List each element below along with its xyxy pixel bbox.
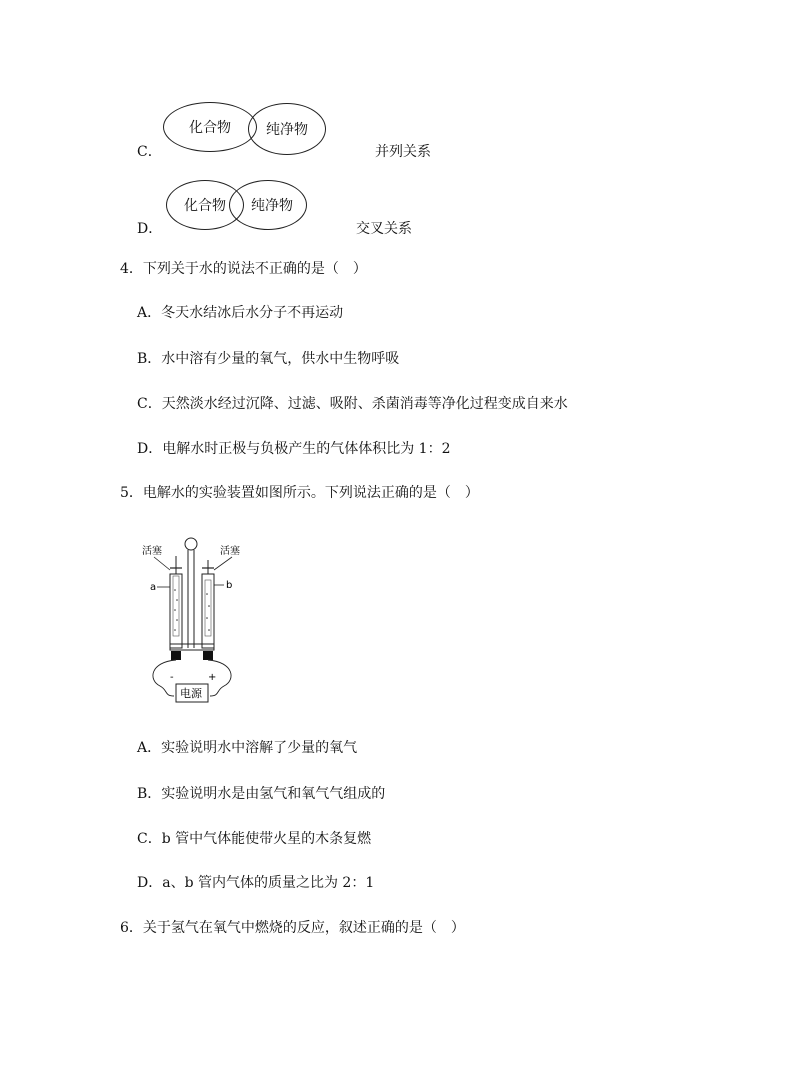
q3-c-ellipse-pure-substance: [248, 103, 326, 155]
q4-option-d: D．电解水时正极与负极产生的气体体积比为 1：2: [137, 441, 451, 457]
q4-option-a: A．冬天水结冰后水分子不再运动: [137, 305, 344, 321]
q4-option-c: C．天然淡水经过沉降、过滤、吸附、杀菌消毒等净化过程变成自来水: [137, 396, 568, 412]
tube-a-label: a: [150, 582, 157, 593]
q5-stem: 5．电解水的实验装置如图所示。下列说法正确的是（ ）: [120, 485, 479, 501]
q5-option-a: A．实验说明水中溶解了少量的氧气: [137, 740, 358, 756]
stopcock-right-label: 活塞: [220, 546, 240, 557]
q5-option-d: D．a、b 管内气体的质量之比为 2：1: [137, 875, 375, 891]
negative-terminal-label: -: [170, 672, 174, 683]
q3-d-pure-substance-label: 纯净物: [251, 198, 293, 214]
power-supply-label: 电源: [180, 687, 202, 700]
q3-d-relation-label: 交叉关系: [356, 221, 412, 237]
q5-option-c: C．b 管中气体能使带火星的木条复燃: [137, 831, 372, 847]
tube-b-label: b: [226, 580, 233, 591]
positive-terminal-label: +: [208, 672, 217, 683]
q4-option-b: B．水中溶有少量的氧气，供水中生物呼吸: [137, 351, 400, 367]
q3-option-d-letter: D．: [137, 221, 163, 237]
q3-c-pure-substance-label: 纯净物: [266, 122, 308, 138]
q3-c-compound-label: 化合物: [189, 120, 231, 136]
q3-c-ellipse-compound: [163, 102, 257, 152]
stopcock-left-label: 活塞: [142, 546, 162, 557]
electrolysis-apparatus-figure: [140, 530, 260, 710]
q3-c-relation-label: 并列关系: [375, 144, 431, 160]
q6-stem: 6．关于氢气在氧气中燃烧的反应，叙述正确的是（ ）: [120, 920, 465, 936]
q5-option-b: B．实验说明水是由氢气和氧气气组成的: [137, 786, 386, 802]
q3-d-ellipse-pure-substance: [229, 180, 307, 230]
q3-d-compound-label: 化合物: [184, 198, 226, 214]
q4-stem: 4．下列关于水的说法不正确的是（ ）: [120, 261, 367, 277]
q3-option-c-letter: C．: [137, 144, 162, 160]
